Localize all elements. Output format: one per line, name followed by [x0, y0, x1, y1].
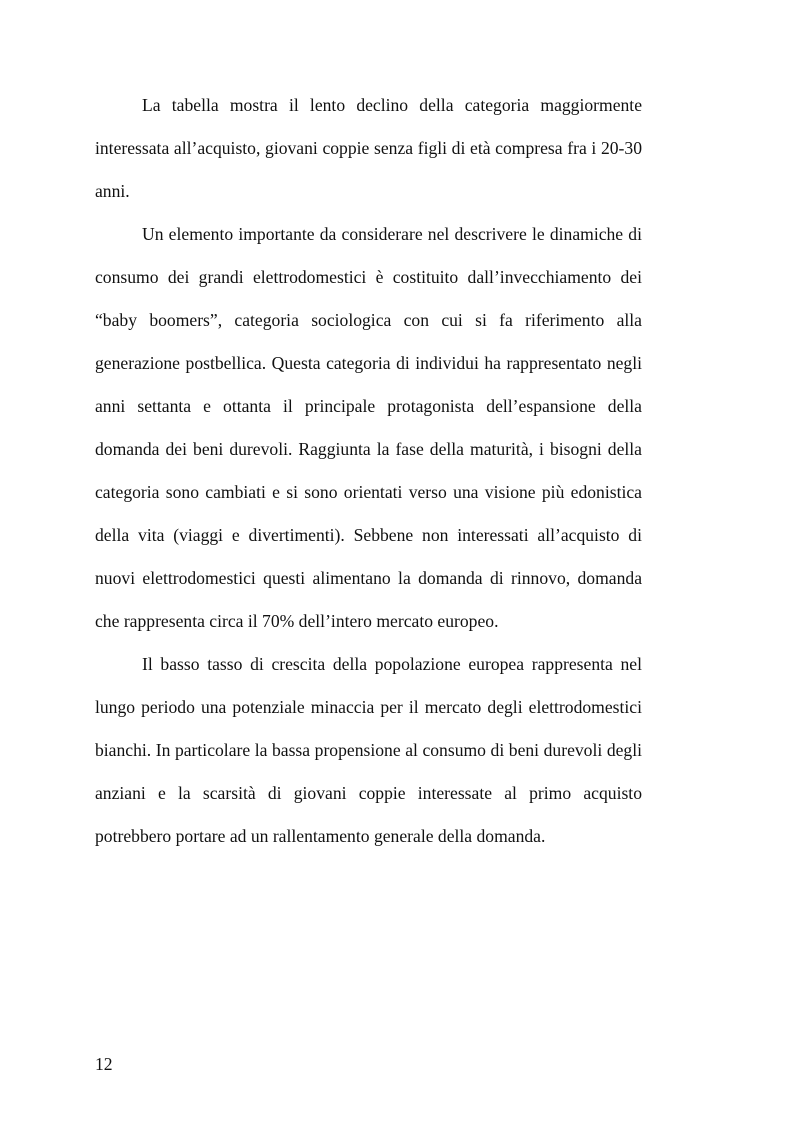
paragraph-2: Un elemento importante da considerare nel descrivere le dinamiche di consumo dei grandi elettrodomestici è costituito dall’invecchiamento dei “baby boomers”, categoria sociologica con cui si fa riferimento alla generazione postbellica. Questa categoria di individui ha rappresentato negli anni settanta e ottanta il principale protagonista dell’espansione della domanda dei beni durevoli. Raggiunta la fase della maturità, i bisogni della categoria sono cambiati e si sono orientati verso una visione più edonistica della vita (viaggi e divertimenti). Sebbene non interessati all’acquisto di nuovi elettrodomestici questi alimentano la domanda di rinnovo, domanda che rappresenta circa il 70% dell’intero mercato europeo.: [95, 224, 642, 631]
paragraph-1: La tabella mostra il lento declino della categoria maggiormente interessata all’acquisto, giovani coppie senza figli di età compresa fra i 20-30 anni.: [95, 95, 642, 201]
paragraph-3: Il basso tasso di crescita della popolazione europea rappresenta nel lungo periodo una potenziale minaccia per il mercato degli elettrodomestici bianchi. In particolare la bassa propensione al consumo di beni durevoli degli anziani e la scarsità di giovani coppie interessate al primo acquisto potrebbero portare ad un rallentamento generale della domanda.: [95, 654, 642, 846]
body-text: [95, 84, 642, 858]
page-number: 12: [95, 1054, 113, 1074]
